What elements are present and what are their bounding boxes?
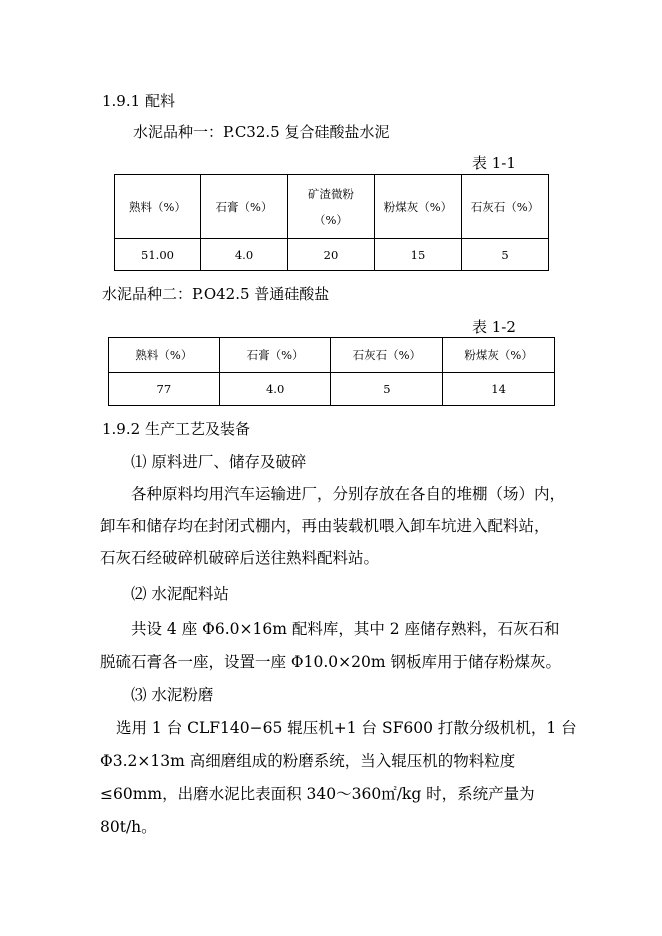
mix-table-1 [114,174,549,271]
section-title: 配料 [144,92,175,110]
header-cell: 石灰石（%） [331,338,443,373]
section-title: 生产工艺及装备 [144,420,250,438]
header-cell: 石灰石（%） [461,175,548,239]
paragraph-line: 石灰石经破碎机破碎后送往熟料配料站。 [100,549,380,567]
paragraph-line: ≤60mm，出磨水泥比表面积 340～360㎡/kg 时，系统产量为 [100,785,535,803]
paragraph-line: 选用 1 台 CLF140−65 辊压机+1 台 SF600 打散分级机机，1 台 [116,719,577,737]
paragraph-line: 卸车和储存均在封闭式棚内，再由装载机喂入卸车坑进入配料站， [100,517,550,535]
table-header-row [115,175,549,239]
header-cell: 粉煤灰（%） [443,338,555,373]
item-3-heading: ⑶ 水泥粉磨 [131,686,214,704]
header-cell: 熟料（%） [109,338,220,373]
header-cell [287,175,374,239]
section-heading-1-9-2 [102,419,250,439]
item-1-heading: ⑴ 原料进厂、储存及破碎 [131,453,307,471]
table-cell: 51.00 [115,239,201,271]
table-cell: 15 [374,239,461,271]
paragraph-line: 共设 4 座 Φ6.0×16m 配料库，其中 2 座储存熟料，石灰石和 [131,620,560,638]
section-number: 1.9.2 [102,420,141,438]
cement-variety-1: 水泥品种一：P.C32.5 复合硅酸盐水泥 [133,123,390,141]
paragraph-line: 80t/h。 [100,818,157,836]
header-cell: 石膏（%） [219,338,331,373]
table-row [109,373,555,406]
table-row [115,239,549,271]
table-1-caption: 表 1-1 [472,154,516,172]
table-cell: 20 [287,239,374,271]
paragraph-line: Φ3.2×13m 高细磨组成的粉磨系统，当入辊压机的物料粒度 [100,752,516,770]
section-number: 1.9.1 [102,92,141,110]
mix-table-2 [108,337,555,406]
table-header-row [109,338,555,373]
table-cell: 5 [331,373,443,406]
table-cell: 77 [109,373,220,406]
paragraph-line: 脱硫石膏各一座，设置一座 Φ10.0×20m 钢板库用于储存粉煤灰。 [100,653,561,671]
header-cell-line: 矿渣微粉 [307,186,354,201]
table-cell: 4.0 [219,373,331,406]
section-heading-1-9-1 [102,91,175,111]
table-cell: 14 [443,373,555,406]
cement-variety-2: 水泥品种二：P.O42.5 普通硅酸盐 [102,285,330,303]
table-cell: 4.0 [201,239,288,271]
header-cell: 石膏（%） [201,175,288,239]
table-2-caption: 表 1-2 [472,318,516,336]
paragraph-line: 各种原料均用汽车运输进厂，分别存放在各自的堆棚（场）内， [131,485,566,503]
header-cell: 粉煤灰（%） [374,175,461,239]
header-cell: 熟料（%） [115,175,201,239]
header-cell-line: （%） [314,212,348,227]
table-cell: 5 [461,239,548,271]
item-2-heading: ⑵ 水泥配料站 [131,585,229,603]
